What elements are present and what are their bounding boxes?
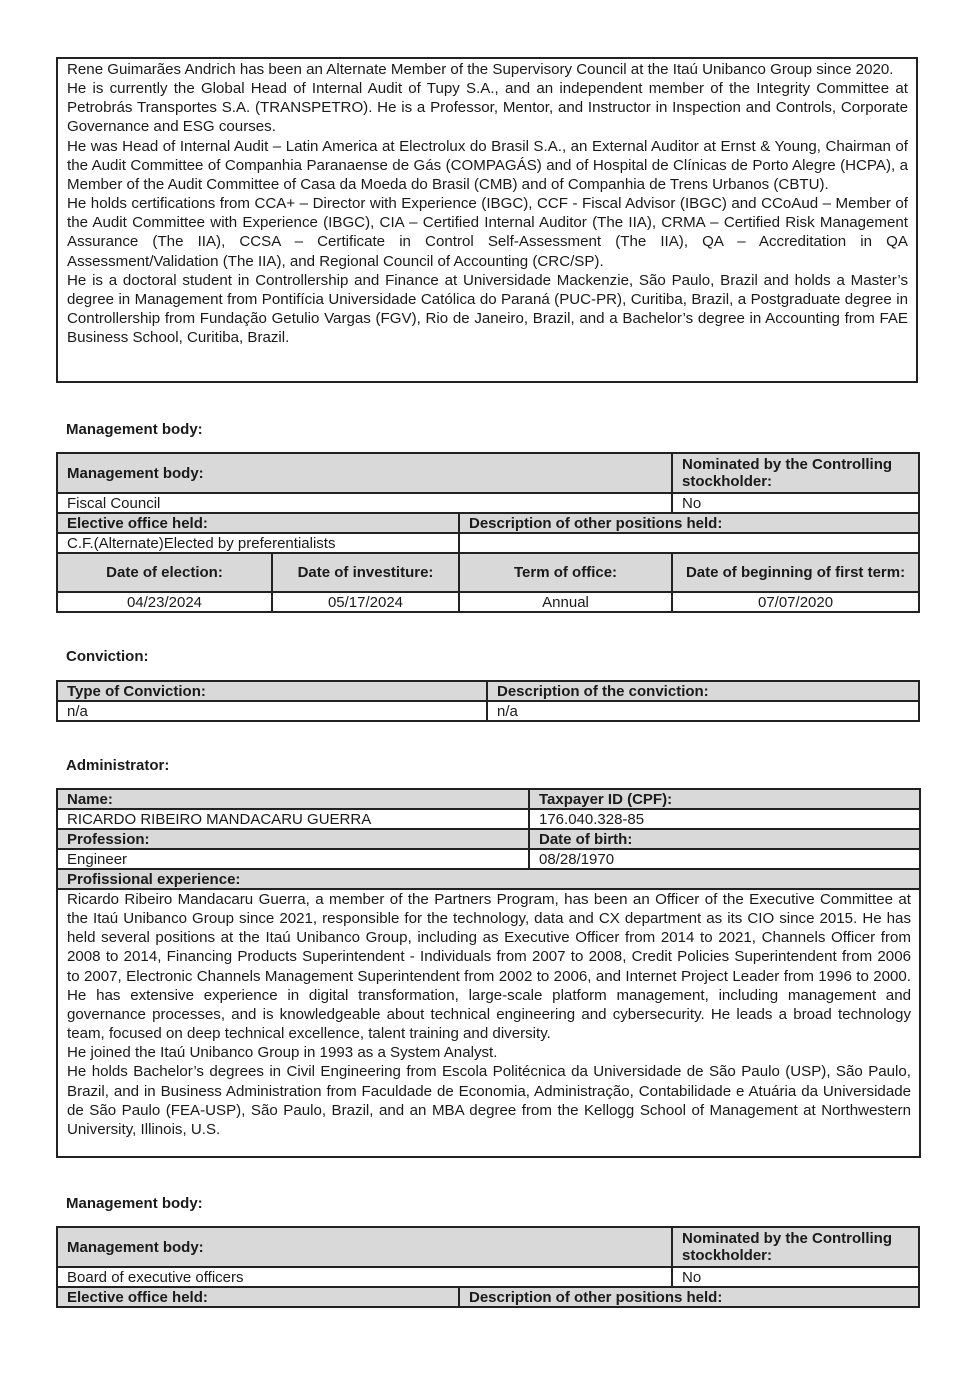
conviction-type-header: Type of Conviction: <box>57 681 487 701</box>
other-positions-value <box>459 533 919 553</box>
management-body-heading-2: Management body: <box>66 1195 203 1212</box>
management-body-table <box>56 452 920 613</box>
date-of-election-header: Date of election: <box>57 553 272 592</box>
bio-box <box>56 57 918 383</box>
management-body-table-2 <box>56 1226 920 1308</box>
bio-paragraph: Rene Guimarães Andrich has been an Alternate Member of the Supervisory Council at the Itaú Unibanco Group since 2020. <box>67 61 894 78</box>
cpf-value: 176.040.328-85 <box>529 809 920 829</box>
administrator-table <box>56 788 921 1158</box>
name-header: Name: <box>57 789 529 809</box>
experience-paragraph: Ricardo Ribeiro Mandacaru Guerra, a member of the Partners Program, has been an Officer of the Executive Committee at the Itaú Unibanco Group since 2021, responsible for the technology, data and CX department as its CIO since 2015. He has held several positions at the Itaú Unibanco Group, including as Executive Officer from 2014 to 2021, Channels Officer from 2008 to 2014, Financing Products Superintendent - Individuals from 2007 to 2008, Credit Policies Superintendent from 2006 to 2007, Electronic Channels Management Superintendent from 2002 to 2006, and Internet Project Leader from 1996 to 2000. He has extensive experience in digital transformation, large-scale platform management, including management and governance processes, and is knowledgeable about technical engineering and cybersecurity. He leads a broad technology team, focused on deep technical excellence, talent training and diversity. <box>67 891 911 1043</box>
bio-paragraph: He is currently the Global Head of Internal Audit of Tupy S.A., and an independent member of the Integrity Committee at Petrobrás Transportes S.A. (TRANSPETRO). He is a Professor, Mentor, and Instructor in Inspection and Controls, Corporate Governance and ESG courses. <box>67 80 908 136</box>
conviction-description-value: n/a <box>487 701 919 721</box>
profession-header: Profession: <box>57 829 529 849</box>
bio-paragraph: He was Head of Internal Audit – Latin America at Electrolux do Brasil S.A., an External Auditor at Ernst & Young, Chairman of the Audit Committee of Companhia Paranaense de Gás (COMPAGÁS) and of Hospital de Clínicas de Porto Alegre (HCPA), a Member of the Audit Committee of Casa da Moeda do Brasil (CMB) and of Companhia de Trens Urbanos (CBTU). <box>67 137 908 193</box>
nominated-value-2: No <box>672 1267 919 1287</box>
first-term-value: 07/07/2020 <box>672 592 919 612</box>
conviction-description-header: Description of the conviction: <box>487 681 919 701</box>
date-of-birth-header: Date of birth: <box>529 829 920 849</box>
management-body-value-2: Board of executive officers <box>57 1267 672 1287</box>
nominated-header-2: Nominated by the Controlling stockholder: <box>672 1227 919 1267</box>
elective-office-header: Elective office held: <box>57 513 459 533</box>
date-of-investiture-value: 05/17/2024 <box>272 592 459 612</box>
conviction-heading: Conviction: <box>66 648 149 665</box>
term-of-office-header: Term of office: <box>459 553 672 592</box>
date-of-birth-value: 08/28/1970 <box>529 849 920 869</box>
management-body-heading: Management body: <box>66 421 203 438</box>
name-value: RICARDO RIBEIRO MANDACARU GUERRA <box>57 809 529 829</box>
elective-office-value: C.F.(Alternate)Elected by preferentialists <box>57 533 459 553</box>
administrator-heading: Administrator: <box>66 757 170 774</box>
other-positions-header-2: Description of other positions held: <box>459 1287 919 1307</box>
nominated-header: Nominated by the Controlling stockholder: <box>672 453 919 493</box>
nominated-value: No <box>672 493 919 513</box>
profession-value: Engineer <box>57 849 529 869</box>
date-of-investiture-header: Date of investiture: <box>272 553 459 592</box>
experience-paragraph: He holds Bachelor’s degrees in Civil Engineering from Escola Politécnica da Universidade de São Paulo (USP), São Paulo, Brazil, and in Business Administration from Faculdade de Economia, Administração, Contabilidade e Atuária da Universidade de São Paulo (FEA-USP), São Paulo, Brazil, and an MBA degree from the Kellogg School of Management at Northwestern University, Illinois, U.S. <box>67 1063 911 1138</box>
experience-header: Profissional experience: <box>57 869 920 889</box>
bio-paragraph: He is a doctoral student in Controllership and Finance at Universidade Mackenzie, São Paulo, Brazil and holds a Master’s degree in Management from Pontifícia Universidade Católica do Paraná (PUC-PR), Curitiba, Brazil, a Postgraduate degree in Controllership from Fundação Getulio Vargas (FGV), Rio de Janeiro, Brazil, and a Bachelor’s degree in Accounting from FAE Business School, Curitiba, Brazil. <box>67 271 908 347</box>
conviction-table <box>56 680 920 722</box>
experience-paragraph: He joined the Itaú Unibanco Group in 1993 as a System Analyst. <box>67 1044 498 1062</box>
cpf-header: Taxpayer ID (CPF): <box>529 789 920 809</box>
first-term-header: Date of beginning of first term: <box>672 553 919 592</box>
term-of-office-value: Annual <box>459 592 672 612</box>
elective-office-header-2: Elective office held: <box>57 1287 459 1307</box>
bio-paragraph: He holds certifications from CCA+ – Director with Experience (IBGC), CCF - Fiscal Advisor (IBGC) and CCoAud – Member of the Audit Committee with Experience (IBGC), CIA – Certified Internal Auditor (The IIA), CRMA – Certified Risk Management Assurance (The IIA), CCSA – Certificate in Control Self-Assessment (The IIA), QA – Accreditation in QA Assessment/Validation (The IIA), and Regional Council of Accounting (CRC/SP). <box>67 195 908 270</box>
management-body-header: Management body: <box>57 453 672 493</box>
management-body-value: Fiscal Council <box>57 493 672 513</box>
experience-text <box>57 889 920 1157</box>
other-positions-header: Description of other positions held: <box>459 513 919 533</box>
management-body-header-2: Management body: <box>57 1227 672 1267</box>
conviction-type-value: n/a <box>57 701 487 721</box>
date-of-election-value: 04/23/2024 <box>57 592 272 612</box>
